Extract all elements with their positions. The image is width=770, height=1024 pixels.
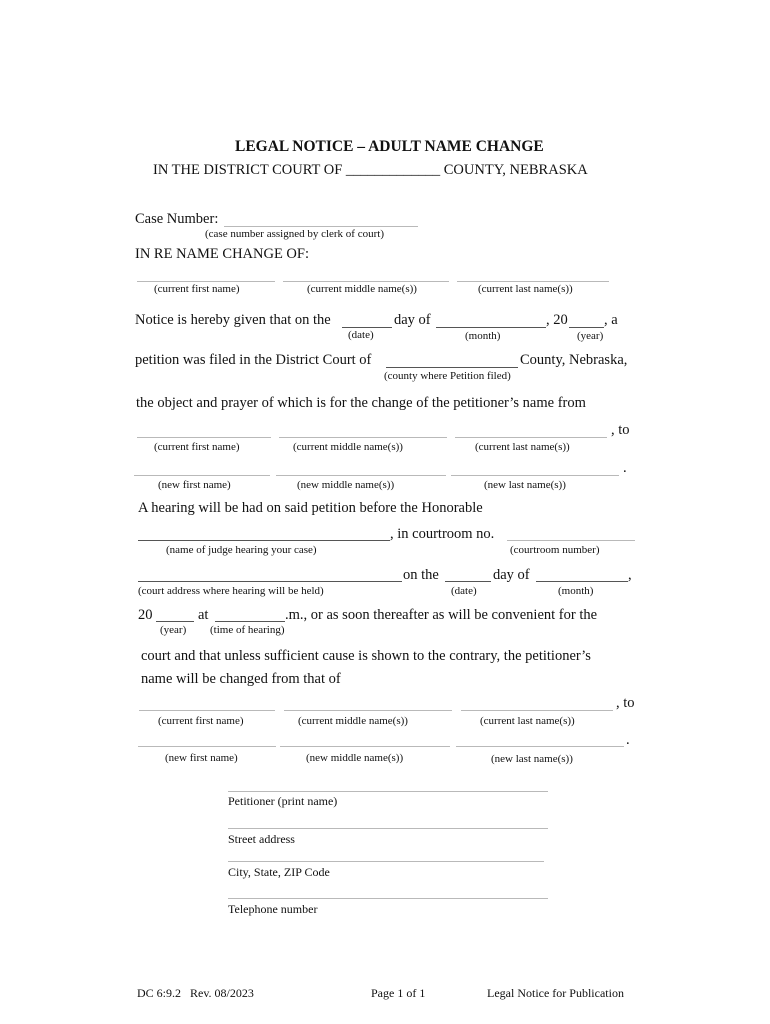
current-first-name-field-3[interactable] — [139, 710, 275, 711]
petitioner-name-label: Petitioner (print name) — [228, 794, 338, 808]
court-suffix: COUNTY, NEBRASKA — [440, 162, 588, 178]
hearing-text: A hearing will be had on said petition before the Honorable — [138, 500, 483, 516]
petition-text: petition was filed in the District Court of — [135, 352, 372, 368]
current-middle-name-field-3[interactable] — [284, 710, 452, 711]
new-last-name-hint-2: (new last name(s)) — [491, 753, 573, 765]
court-sufficient-cause-text: court and that unless sufficient cause is shown to the contrary, the petitioner’s — [141, 648, 591, 664]
current-first-name-hint-2: (current first name) — [154, 441, 240, 453]
notice-year-hint: (year) — [577, 330, 604, 342]
new-first-name-field[interactable] — [134, 475, 270, 476]
hearing-comma: , — [628, 567, 632, 583]
court-address-hint: (court address where hearing will be held) — [138, 585, 324, 597]
hearing-month-field[interactable] — [536, 581, 628, 582]
case-number-field[interactable] — [224, 226, 418, 227]
to-text-2: , to — [616, 695, 635, 711]
street-address-field[interactable] — [228, 828, 548, 829]
notice-month-hint: (month) — [465, 330, 501, 342]
notice-date-field[interactable] — [342, 327, 392, 328]
new-first-name-hint-2: (new first name) — [165, 752, 238, 764]
notice-a-text: , a — [604, 312, 618, 328]
footer-purpose: Legal Notice for Publication — [487, 986, 624, 1000]
object-text: the object and prayer of which is for the change of the petitioner’s name from — [136, 395, 586, 411]
current-middle-name-hint-3: (current middle name(s)) — [298, 715, 408, 727]
new-first-name-field-2[interactable] — [138, 746, 276, 747]
current-last-name-hint-2: (current last name(s)) — [475, 441, 570, 453]
city-state-zip-label: City, State, ZIP Code — [228, 865, 330, 879]
new-first-name-hint: (new first name) — [158, 479, 231, 491]
new-middle-name-field-2[interactable] — [280, 746, 450, 747]
new-middle-name-hint-2: (new middle name(s)) — [306, 752, 404, 764]
petitioner-name-field[interactable] — [228, 791, 548, 792]
footer-revision: Rev. 08/2023 — [190, 986, 254, 1000]
period-text-2: . — [626, 732, 630, 748]
judge-name-field[interactable] — [138, 540, 390, 541]
new-last-name-field-2[interactable] — [456, 746, 624, 747]
current-last-name-hint: (current last name(s)) — [478, 283, 573, 295]
notice-month-field[interactable] — [436, 327, 546, 328]
hearing-day-of-text: day of — [493, 567, 530, 583]
county-hint: (county where Petition filed) — [384, 370, 511, 382]
county-blank[interactable]: _____________ — [345, 162, 441, 178]
city-state-zip-field[interactable] — [228, 861, 544, 862]
hearing-time-field[interactable] — [215, 621, 285, 622]
court-prefix: IN THE DISTRICT COURT OF — [153, 162, 346, 178]
day-of-text: day of — [394, 312, 431, 328]
county-suffix-text: County, Nebraska, — [520, 352, 628, 368]
telephone-field[interactable] — [228, 898, 548, 899]
court-address-field[interactable] — [138, 581, 402, 582]
twenty-text: , 20 — [546, 312, 568, 328]
new-last-name-hint: (new last name(s)) — [484, 479, 566, 491]
name-changed-text: name will be changed from that of — [141, 671, 341, 687]
current-last-name-hint-3: (current last name(s)) — [480, 715, 575, 727]
in-re-label: IN RE NAME CHANGE OF: — [135, 246, 309, 262]
current-last-name-field-2[interactable] — [455, 437, 607, 438]
courtroom-text: , in courtroom no. — [390, 526, 495, 542]
footer-page-number: Page 1 of 1 — [371, 986, 426, 1000]
hearing-twenty: 20 — [138, 607, 153, 623]
telephone-label: Telephone number — [228, 902, 318, 916]
current-middle-name-field-2[interactable] — [279, 437, 447, 438]
current-first-name-hint-3: (current first name) — [158, 715, 244, 727]
courtroom-hint: (courtroom number) — [510, 544, 600, 556]
current-first-name-field-2[interactable] — [137, 437, 271, 438]
hearing-month-hint: (month) — [558, 585, 594, 597]
new-middle-name-hint: (new middle name(s)) — [297, 479, 395, 491]
notice-text: Notice is hereby given that on the — [135, 312, 331, 328]
case-number-hint: (case number assigned by clerk of court) — [205, 228, 384, 240]
at-text: at — [198, 607, 209, 623]
judge-hint: (name of judge hearing your case) — [166, 544, 317, 556]
new-last-name-field[interactable] — [451, 475, 619, 476]
time-text: .m., or as soon thereafter as will be convenient for the — [285, 607, 598, 623]
notice-date-hint: (date) — [348, 329, 374, 341]
notice-year-field[interactable] — [569, 327, 604, 328]
new-middle-name-field[interactable] — [276, 475, 446, 476]
petition-county-field[interactable] — [386, 367, 518, 368]
current-middle-name-hint: (current middle name(s)) — [307, 283, 417, 295]
hearing-year-field[interactable] — [156, 621, 194, 622]
court-heading — [153, 162, 588, 179]
case-number-label: Case Number: — [135, 211, 219, 227]
footer-form-id: DC 6:9.2 — [137, 986, 182, 1000]
hearing-time-hint: (time of hearing) — [210, 624, 285, 636]
current-last-name-field-3[interactable] — [461, 710, 613, 711]
current-first-name-field[interactable] — [137, 281, 275, 282]
current-last-name-field[interactable] — [457, 281, 609, 282]
current-middle-name-hint-2: (current middle name(s)) — [293, 441, 403, 453]
current-first-name-hint: (current first name) — [154, 283, 240, 295]
to-text: , to — [611, 422, 630, 438]
hearing-date-field[interactable] — [445, 581, 491, 582]
document-title: LEGAL NOTICE – ADULT NAME CHANGE — [235, 138, 544, 155]
on-the-text: on the — [403, 567, 439, 583]
courtroom-number-field[interactable] — [507, 540, 635, 541]
hearing-year-hint: (year) — [160, 624, 187, 636]
street-address-label: Street address — [228, 832, 295, 846]
hearing-date-hint: (date) — [451, 585, 477, 597]
current-middle-name-field[interactable] — [283, 281, 449, 282]
period-text: . — [623, 460, 627, 476]
